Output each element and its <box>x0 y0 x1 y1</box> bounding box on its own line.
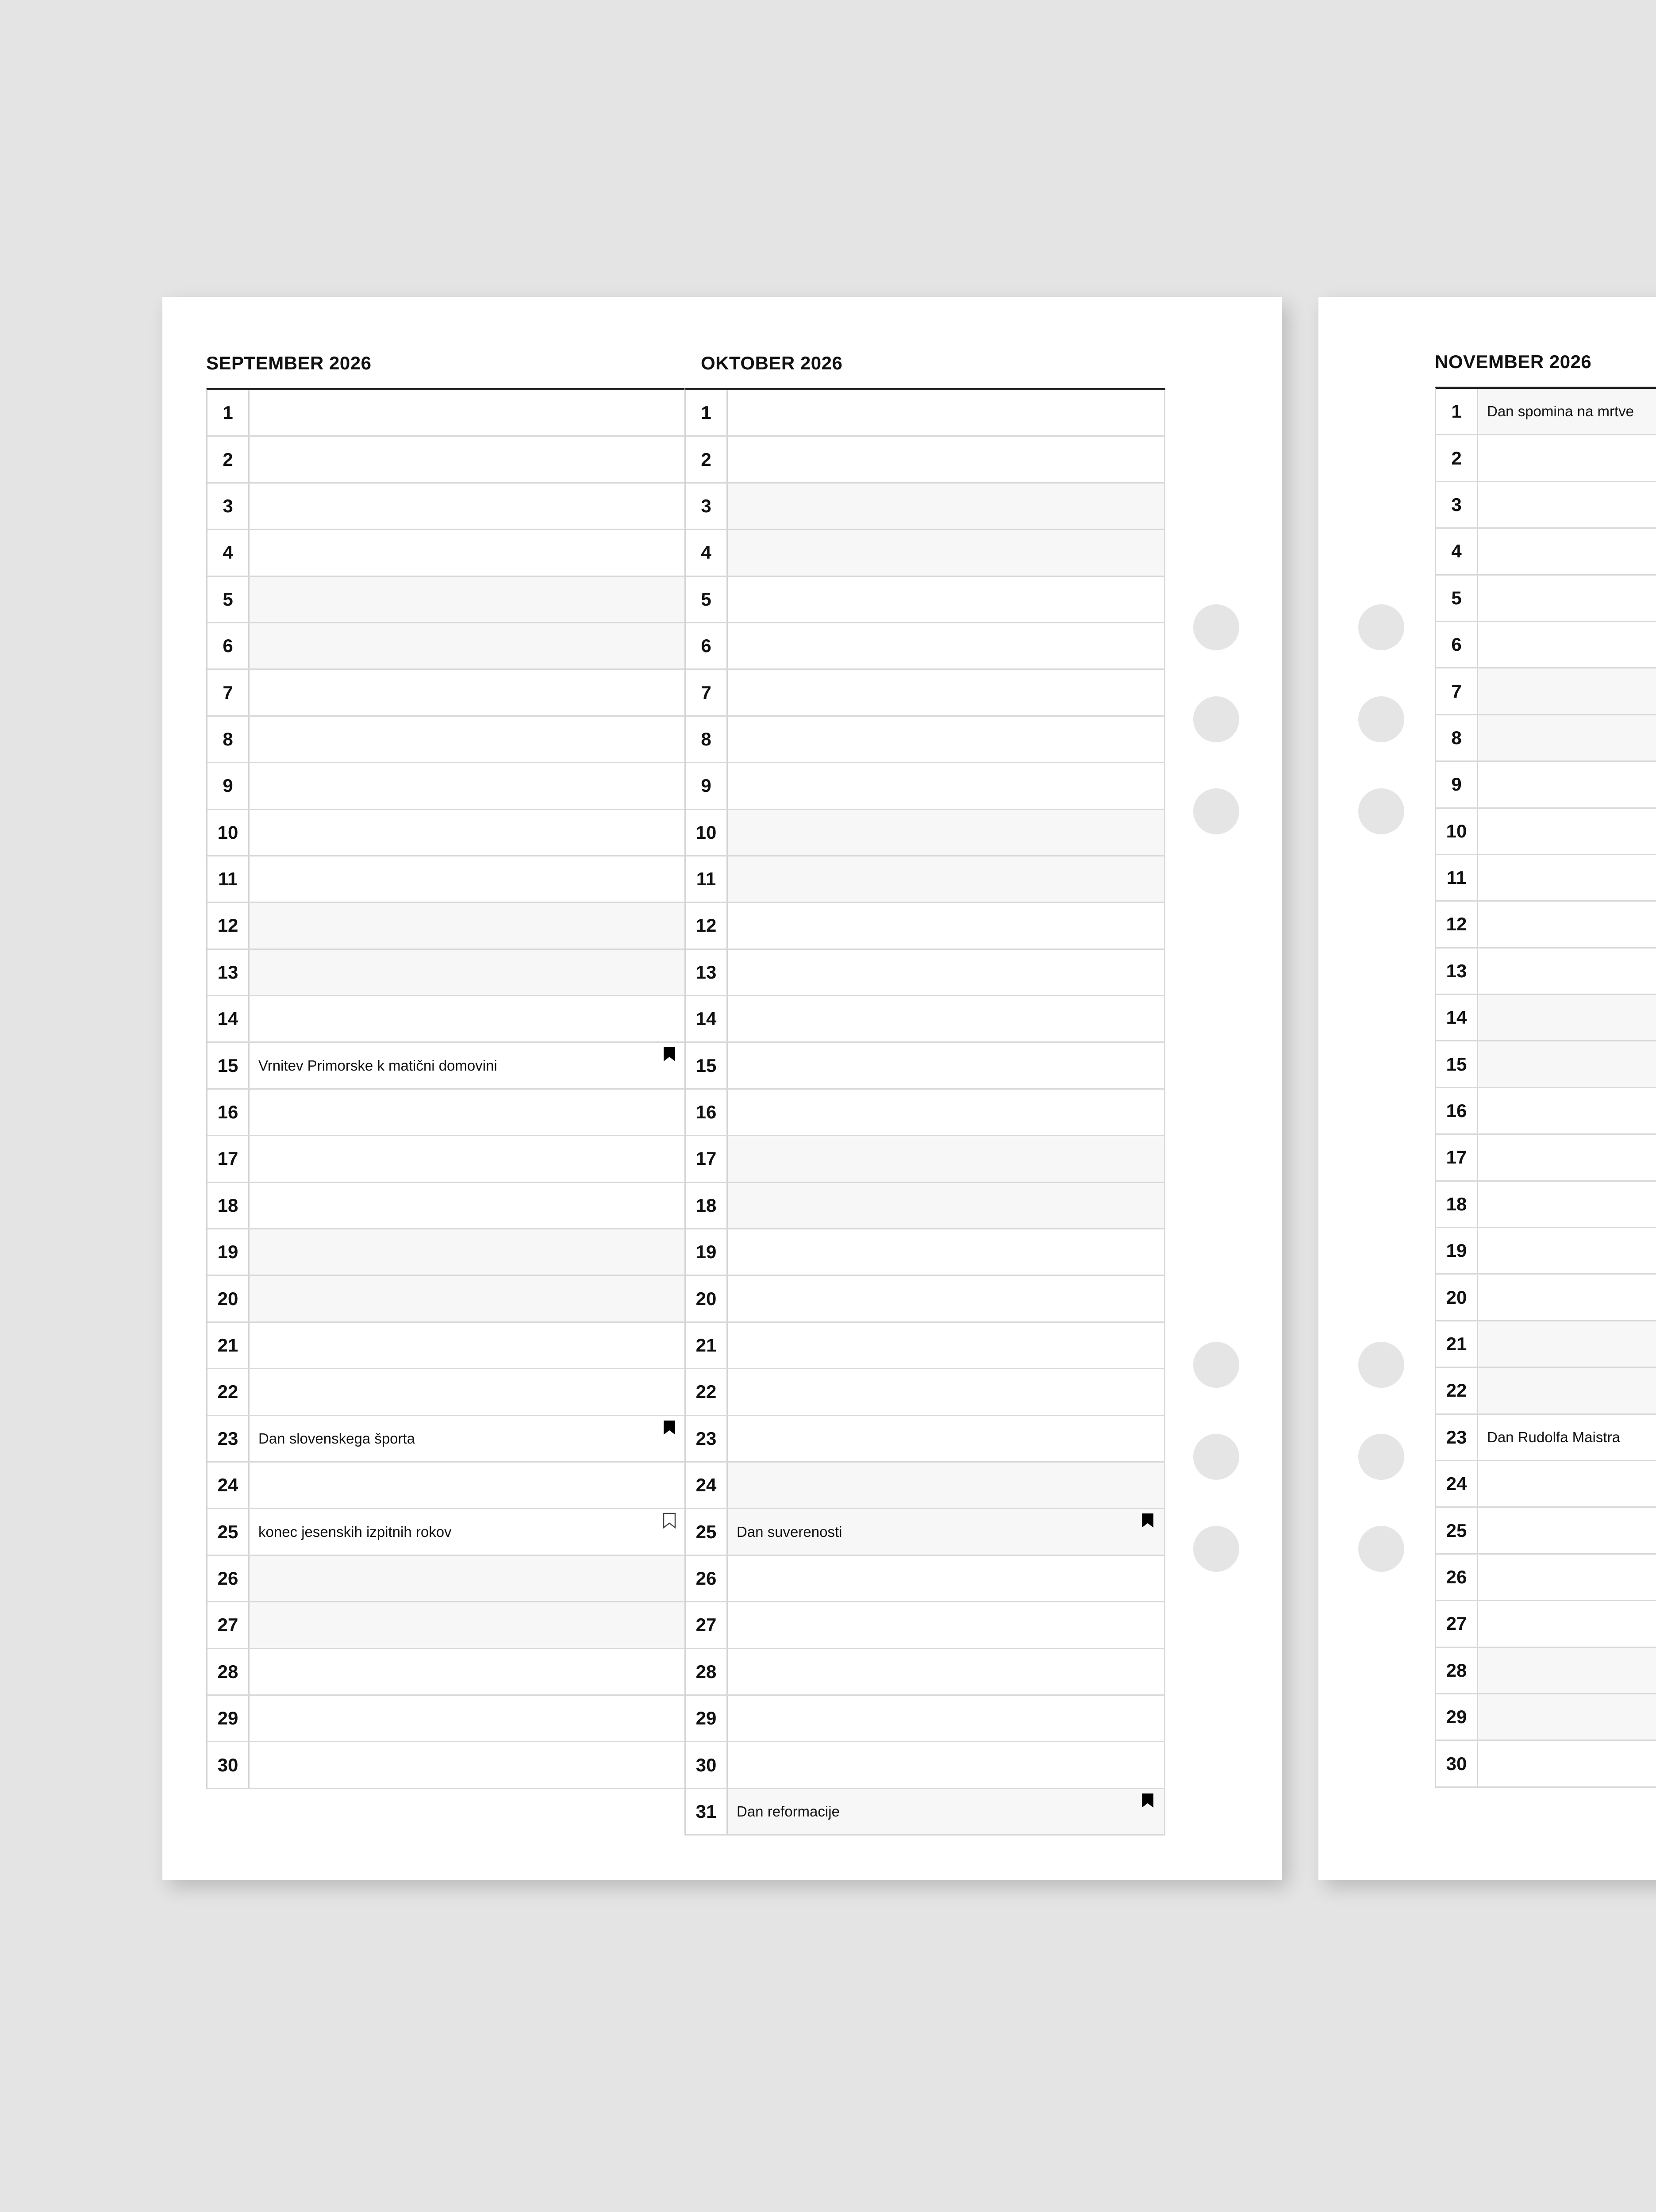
day-event-text <box>1478 715 1656 760</box>
day-event-text: Dan suverenosti <box>728 1509 1164 1554</box>
day-number: 2 <box>686 437 728 482</box>
day-row[interactable] <box>207 577 687 623</box>
day-row[interactable] <box>1436 1694 1656 1741</box>
day-number: 3 <box>686 484 728 529</box>
day-event-text <box>728 1229 1164 1275</box>
punch-hole <box>1193 1434 1239 1480</box>
day-number: 6 <box>1436 622 1478 667</box>
day-row[interactable] <box>1436 1135 1656 1181</box>
day-event-text <box>728 623 1164 668</box>
day-event-text <box>728 856 1164 902</box>
day-number: 11 <box>207 856 250 902</box>
day-row[interactable] <box>1436 1182 1656 1228</box>
day-event-text <box>250 950 686 995</box>
day-number: 30 <box>207 1742 250 1787</box>
day-number: 7 <box>207 670 250 715</box>
day-number: 8 <box>686 717 728 762</box>
day-event-text <box>728 1043 1164 1088</box>
day-event-text <box>728 530 1164 575</box>
day-event-text <box>728 437 1164 482</box>
day-number: 15 <box>686 1043 728 1088</box>
day-number: 8 <box>207 717 250 762</box>
day-row[interactable] <box>1436 389 1656 435</box>
day-row[interactable] <box>686 1416 1165 1463</box>
day-number: 13 <box>207 950 250 995</box>
day-event-text <box>250 530 686 575</box>
day-number: 25 <box>207 1509 250 1554</box>
day-event-text <box>1478 1182 1656 1227</box>
day-number: 17 <box>1436 1135 1478 1180</box>
day-number: 18 <box>1436 1182 1478 1227</box>
day-row[interactable] <box>207 390 687 437</box>
month-list-oktober <box>684 388 1165 1836</box>
day-row[interactable] <box>1436 1041 1656 1088</box>
day-row[interactable] <box>1436 1415 1656 1461</box>
day-row[interactable] <box>686 577 1165 623</box>
day-number: 29 <box>686 1696 728 1741</box>
day-row[interactable] <box>1436 435 1656 482</box>
day-event-text <box>250 856 686 902</box>
bookmark-filled-icon <box>663 1046 676 1062</box>
day-row[interactable] <box>686 1090 1165 1136</box>
day-row[interactable] <box>1436 1228 1656 1275</box>
day-number: 24 <box>207 1463 250 1508</box>
day-number: 30 <box>686 1742 728 1787</box>
day-number: 29 <box>1436 1694 1478 1740</box>
day-row[interactable] <box>686 1276 1165 1322</box>
day-event-text <box>1478 1321 1656 1367</box>
day-event-text <box>1478 902 1656 947</box>
day-row[interactable] <box>686 1043 1165 1089</box>
day-event-text <box>250 1090 686 1135</box>
day-row[interactable] <box>207 763 687 810</box>
day-row[interactable] <box>1436 1461 1656 1508</box>
day-event-text <box>1478 576 1656 621</box>
day-number: 16 <box>207 1090 250 1135</box>
day-event-text <box>250 1696 686 1741</box>
day-row[interactable] <box>207 1509 687 1555</box>
day-event-text <box>1478 1041 1656 1087</box>
day-event-text <box>1478 1601 1656 1646</box>
day-number: 31 <box>686 1789 728 1834</box>
day-row[interactable] <box>1436 1368 1656 1414</box>
day-row[interactable] <box>1436 949 1656 995</box>
day-number: 14 <box>1436 995 1478 1040</box>
day-row[interactable] <box>686 903 1165 949</box>
day-number: 9 <box>207 763 250 808</box>
day-event-text <box>728 717 1164 762</box>
day-number: 17 <box>207 1136 250 1181</box>
day-event-text <box>250 996 686 1041</box>
day-number: 22 <box>1436 1368 1478 1413</box>
punch-hole <box>1358 1434 1404 1480</box>
day-number: 20 <box>1436 1275 1478 1320</box>
day-row[interactable] <box>1436 1275 1656 1321</box>
bookmark-filled-icon <box>663 1420 676 1436</box>
day-event-text <box>250 623 686 668</box>
day-number: 30 <box>1436 1741 1478 1786</box>
day-event-text <box>1478 949 1656 994</box>
day-event-text <box>250 577 686 622</box>
day-number: 21 <box>1436 1321 1478 1367</box>
day-event-text <box>250 763 686 808</box>
day-row[interactable] <box>207 1090 687 1136</box>
day-number: 28 <box>686 1649 728 1694</box>
day-event-text <box>728 1416 1164 1461</box>
day-row[interactable] <box>207 530 687 576</box>
day-number: 5 <box>686 577 728 622</box>
planner-page-right <box>1318 297 1656 1880</box>
day-row[interactable] <box>207 1696 687 1742</box>
day-event-text: Dan reformacije <box>728 1789 1164 1834</box>
day-row[interactable] <box>686 530 1165 576</box>
day-row[interactable] <box>1436 715 1656 762</box>
day-number: 26 <box>207 1556 250 1601</box>
day-number: 29 <box>207 1696 250 1741</box>
day-row[interactable] <box>207 1043 687 1089</box>
day-row[interactable] <box>1436 622 1656 668</box>
day-event-text <box>1478 1555 1656 1600</box>
day-event-text <box>250 1136 686 1181</box>
day-row[interactable] <box>686 1463 1165 1509</box>
day-event-text <box>250 1556 686 1601</box>
day-event-text <box>728 996 1164 1041</box>
day-event-text <box>728 1183 1164 1228</box>
punch-hole <box>1193 788 1239 834</box>
day-number: 21 <box>686 1323 728 1368</box>
day-event-text <box>250 1742 686 1787</box>
day-row[interactable] <box>1436 576 1656 622</box>
day-number: 2 <box>207 437 250 482</box>
day-row[interactable] <box>686 1556 1165 1602</box>
day-number: 4 <box>207 530 250 575</box>
day-number: 27 <box>1436 1601 1478 1646</box>
day-row[interactable] <box>207 1649 687 1696</box>
day-number: 3 <box>207 484 250 529</box>
day-number: 5 <box>1436 576 1478 621</box>
day-number: 9 <box>686 763 728 808</box>
day-number: 27 <box>686 1602 728 1647</box>
day-event-text <box>250 1649 686 1694</box>
day-event-text: konec jesenskih izpitnih rokov <box>258 1523 452 1540</box>
day-row[interactable] <box>686 1323 1165 1369</box>
day-row[interactable] <box>207 856 687 903</box>
day-number: 26 <box>686 1556 728 1601</box>
day-event-text <box>1478 762 1656 807</box>
day-row[interactable] <box>1436 762 1656 808</box>
day-number: 6 <box>686 623 728 668</box>
day-number: 22 <box>686 1369 728 1414</box>
day-number: 22 <box>207 1369 250 1414</box>
day-number: 25 <box>1436 1508 1478 1553</box>
day-event-text: Dan Rudolfa Maistra <box>1487 1429 1620 1445</box>
day-row[interactable] <box>207 1602 687 1649</box>
day-event-text <box>250 390 686 435</box>
day-row[interactable] <box>207 1556 687 1602</box>
day-number: 19 <box>207 1229 250 1275</box>
day-event-text <box>1478 622 1656 667</box>
day-row[interactable] <box>686 717 1165 763</box>
day-event-text: Dan slovenskega športa <box>258 1430 415 1447</box>
day-row[interactable] <box>207 1136 687 1183</box>
day-number: 28 <box>1436 1648 1478 1693</box>
day-event-text <box>728 1696 1164 1741</box>
day-number: 1 <box>1436 389 1478 434</box>
day-number: 13 <box>1436 949 1478 994</box>
day-event-text <box>728 1090 1164 1135</box>
day-row[interactable] <box>1436 1555 1656 1601</box>
day-number: 27 <box>207 1602 250 1647</box>
day-number: 9 <box>1436 762 1478 807</box>
day-event-text <box>250 1276 686 1321</box>
day-event-text <box>728 763 1164 808</box>
day-event-text <box>728 903 1164 948</box>
day-row[interactable] <box>686 763 1165 810</box>
day-number: 28 <box>207 1649 250 1694</box>
day-event-text <box>728 1463 1164 1508</box>
day-number: 10 <box>207 810 250 855</box>
day-row[interactable] <box>1436 668 1656 715</box>
day-event-text <box>1478 1648 1656 1693</box>
day-number: 7 <box>686 670 728 715</box>
day-row[interactable] <box>207 484 687 530</box>
day-row[interactable] <box>207 810 687 856</box>
day-number: 16 <box>686 1090 728 1135</box>
day-row[interactable] <box>1436 809 1656 855</box>
bookmark-outline-icon <box>663 1513 676 1528</box>
month-title-november: NOVEMBER 2026 <box>1435 351 1592 372</box>
day-row[interactable] <box>207 1742 687 1789</box>
day-row[interactable] <box>207 1229 687 1276</box>
day-row[interactable] <box>1436 529 1656 575</box>
day-number: 15 <box>207 1043 250 1088</box>
day-row[interactable] <box>686 1742 1165 1789</box>
day-number: 16 <box>1436 1088 1478 1133</box>
day-row[interactable] <box>686 390 1165 437</box>
day-event-text <box>250 484 686 529</box>
day-row[interactable] <box>686 623 1165 670</box>
day-number: 20 <box>686 1276 728 1321</box>
day-number: 5 <box>207 577 250 622</box>
day-row[interactable] <box>686 1509 1165 1555</box>
day-number: 14 <box>686 996 728 1041</box>
day-row[interactable] <box>686 1369 1165 1416</box>
day-row[interactable] <box>207 903 687 949</box>
planner-page-left <box>162 297 1282 1880</box>
punch-hole <box>1193 1342 1239 1388</box>
day-row[interactable] <box>1436 995 1656 1041</box>
day-number: 12 <box>686 903 728 948</box>
day-row[interactable] <box>1436 1648 1656 1694</box>
day-event-text <box>250 810 686 855</box>
day-event-text <box>1478 529 1656 574</box>
day-event-text <box>250 437 686 482</box>
day-number: 2 <box>1436 435 1478 480</box>
day-event-text <box>728 1742 1164 1787</box>
day-number: 7 <box>1436 668 1478 714</box>
day-row[interactable] <box>686 950 1165 996</box>
day-event-text <box>1478 482 1656 527</box>
day-event-text <box>728 1369 1164 1414</box>
day-row[interactable] <box>1436 855 1656 902</box>
day-event-text <box>1478 1461 1656 1506</box>
bookmark-filled-icon <box>1141 1793 1154 1809</box>
day-number: 4 <box>686 530 728 575</box>
day-row[interactable] <box>686 856 1165 903</box>
day-row[interactable] <box>207 717 687 763</box>
day-number: 8 <box>1436 715 1478 760</box>
day-event-text <box>250 1323 686 1368</box>
day-event-text <box>1478 1088 1656 1133</box>
day-event-text <box>728 670 1164 715</box>
day-number: 24 <box>1436 1461 1478 1506</box>
day-number: 18 <box>207 1183 250 1228</box>
day-number: 10 <box>686 810 728 855</box>
punch-hole <box>1358 1342 1404 1388</box>
day-number: 19 <box>686 1229 728 1275</box>
day-number: 23 <box>686 1416 728 1461</box>
day-row[interactable] <box>1436 1508 1656 1554</box>
day-event-text <box>250 670 686 715</box>
day-event-text <box>728 810 1164 855</box>
bookmark-filled-icon <box>1141 1513 1154 1528</box>
day-row[interactable] <box>1436 1088 1656 1135</box>
day-number: 13 <box>686 950 728 995</box>
day-row[interactable] <box>686 1789 1165 1836</box>
day-row[interactable] <box>207 623 687 670</box>
day-row[interactable] <box>686 1229 1165 1276</box>
day-number: 23 <box>1436 1415 1478 1460</box>
day-event-text <box>250 717 686 762</box>
day-number: 19 <box>1436 1228 1478 1273</box>
punch-hole <box>1358 1526 1404 1572</box>
day-event-text <box>250 1602 686 1647</box>
day-row[interactable] <box>1436 1741 1656 1787</box>
day-event-text: Vrnitev Primorske k matični domovini <box>258 1057 497 1074</box>
day-row[interactable] <box>686 1649 1165 1696</box>
day-row[interactable] <box>686 1183 1165 1229</box>
day-number: 25 <box>686 1509 728 1554</box>
day-row[interactable] <box>207 950 687 996</box>
day-row[interactable] <box>1436 1321 1656 1368</box>
day-row[interactable] <box>686 1696 1165 1742</box>
day-event-text <box>250 903 686 948</box>
day-event-text <box>1478 995 1656 1040</box>
day-event-text <box>728 1136 1164 1181</box>
day-event-text <box>728 577 1164 622</box>
day-number: 12 <box>1436 902 1478 947</box>
day-number: 11 <box>686 856 728 902</box>
day-number: 1 <box>686 390 728 435</box>
day-row[interactable] <box>686 670 1165 716</box>
day-number: 14 <box>207 996 250 1041</box>
day-row[interactable] <box>207 1463 687 1509</box>
day-number: 18 <box>686 1183 728 1228</box>
month-list-september <box>206 388 687 1789</box>
day-row[interactable] <box>686 996 1165 1043</box>
day-event-text <box>728 1323 1164 1368</box>
day-row[interactable] <box>207 1369 687 1416</box>
day-row[interactable] <box>207 1183 687 1229</box>
day-event-text <box>250 1369 686 1414</box>
day-row[interactable] <box>686 810 1165 856</box>
day-row[interactable] <box>686 437 1165 483</box>
day-row[interactable] <box>1436 902 1656 948</box>
month-title-september: SEPTEMBER 2026 <box>206 353 372 373</box>
day-number: 15 <box>1436 1041 1478 1087</box>
day-event-text <box>1478 1228 1656 1273</box>
day-event-text <box>250 1183 686 1228</box>
punch-hole <box>1358 788 1404 834</box>
day-event-text <box>250 1463 686 1508</box>
punch-hole <box>1358 696 1404 742</box>
day-event-text <box>1478 435 1656 480</box>
day-event-text <box>728 390 1164 435</box>
day-event-text <box>728 1649 1164 1694</box>
punch-hole <box>1193 1526 1239 1572</box>
day-number: 6 <box>207 623 250 668</box>
day-number: 26 <box>1436 1555 1478 1600</box>
day-row[interactable] <box>207 670 687 716</box>
day-event-text <box>1478 1368 1656 1413</box>
day-row[interactable] <box>1436 1601 1656 1647</box>
day-event-text <box>728 1602 1164 1647</box>
day-number: 17 <box>686 1136 728 1181</box>
day-row[interactable] <box>207 1276 687 1322</box>
day-row[interactable] <box>207 437 687 483</box>
day-event-text <box>728 1276 1164 1321</box>
day-number: 20 <box>207 1276 250 1321</box>
day-event-text <box>1478 809 1656 854</box>
day-number: 23 <box>207 1416 250 1461</box>
month-title-oktober: OKTOBER 2026 <box>701 353 843 373</box>
day-event-text <box>1478 1694 1656 1740</box>
day-number: 24 <box>686 1463 728 1508</box>
day-number: 11 <box>1436 855 1478 900</box>
day-row[interactable] <box>207 1416 687 1463</box>
day-number: 12 <box>207 903 250 948</box>
day-row[interactable] <box>686 1602 1165 1649</box>
punch-hole <box>1193 696 1239 742</box>
day-event-text <box>1478 1275 1656 1320</box>
day-event-text <box>1478 1508 1656 1553</box>
day-number: 4 <box>1436 529 1478 574</box>
day-number: 21 <box>207 1323 250 1368</box>
day-event-text <box>1478 1741 1656 1786</box>
day-event-text <box>728 950 1164 995</box>
punch-hole <box>1358 604 1404 650</box>
day-row[interactable] <box>686 1136 1165 1183</box>
day-event-text <box>1478 668 1656 714</box>
day-event-text <box>728 1556 1164 1601</box>
day-row[interactable] <box>207 996 687 1043</box>
day-number: 1 <box>207 390 250 435</box>
punch-hole <box>1193 604 1239 650</box>
day-event-text: Dan spomina na mrtve <box>1478 389 1656 434</box>
day-event-text <box>250 1229 686 1275</box>
day-number: 3 <box>1436 482 1478 527</box>
day-number: 10 <box>1436 809 1478 854</box>
day-event-text <box>728 484 1164 529</box>
day-row[interactable] <box>1436 482 1656 529</box>
day-event-text <box>1478 1135 1656 1180</box>
day-row[interactable] <box>207 1323 687 1369</box>
day-event-text <box>1478 855 1656 900</box>
month-list-november <box>1435 387 1656 1788</box>
day-row[interactable] <box>686 484 1165 530</box>
